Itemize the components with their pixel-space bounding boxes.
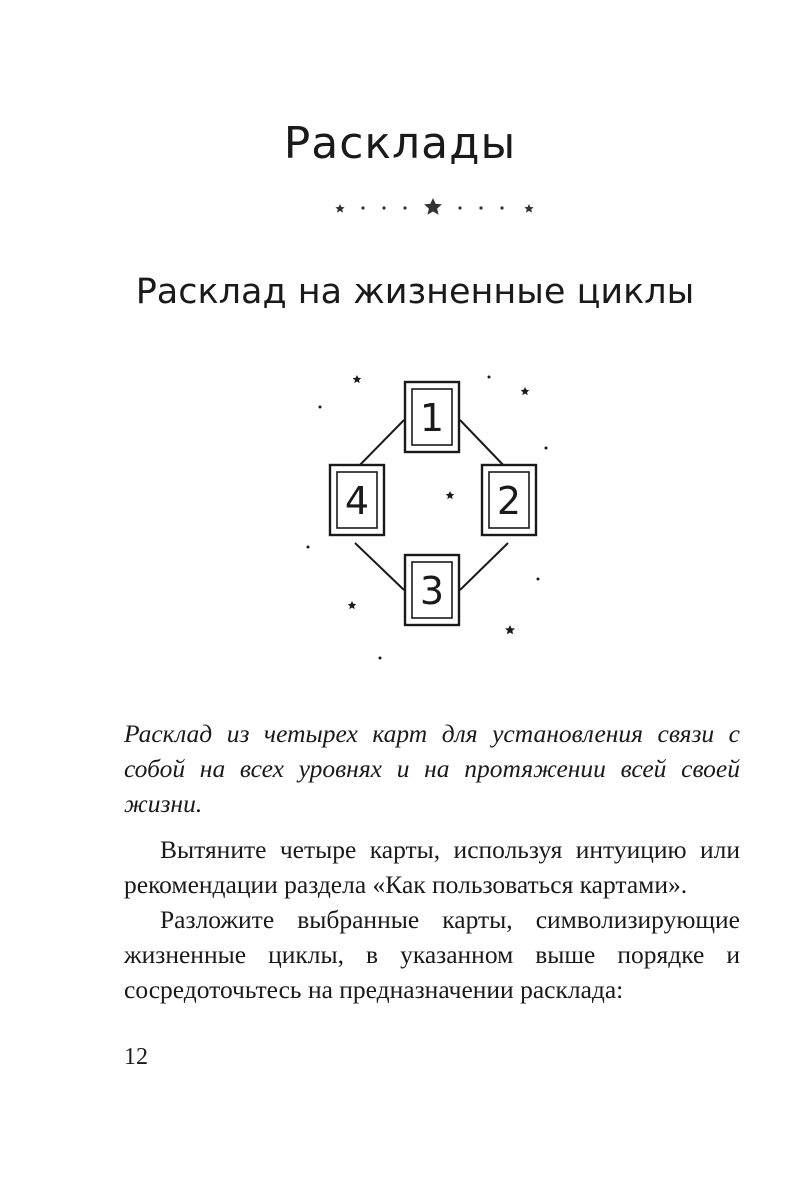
page-number: 12 [124, 1044, 148, 1070]
instructions [124, 832, 740, 1007]
card-number: 3 [419, 569, 445, 613]
connector-line [460, 543, 508, 590]
small-star-icon [335, 204, 344, 213]
card-number: 1 [419, 396, 445, 440]
spread-description: Расклад из четырех карт для установления связи с собой на всех уровнях и на протяжении всей своей жизни. [124, 719, 740, 818]
small-star-icon [353, 375, 362, 383]
dot-icon [379, 657, 382, 660]
dot-icon [537, 578, 540, 581]
dot-icon [319, 406, 322, 409]
dot-icon [307, 546, 310, 549]
small-star-icon [521, 387, 530, 395]
star-ornament-divider [300, 192, 540, 222]
card-2 [482, 465, 536, 535]
connector-line [355, 420, 404, 470]
dot-icon [458, 206, 461, 209]
small-star-icon [505, 625, 515, 634]
dot-icon [479, 206, 482, 209]
card-3 [405, 555, 459, 625]
small-star-icon [524, 204, 533, 213]
connector-line [460, 420, 508, 470]
connector-line [355, 543, 404, 590]
card-1 [405, 382, 459, 452]
dot-icon [403, 206, 406, 209]
dot-icon [382, 206, 385, 209]
card-number: 4 [344, 479, 370, 523]
dot-icon [488, 376, 491, 379]
large-star-icon [424, 198, 442, 215]
card-number: 2 [496, 479, 522, 523]
paragraph: Разложите выбранные карты, символизирующие жизненные циклы, в указанном выше порядке и сосредоточьтесь на предназначении расклада: [124, 905, 740, 1004]
small-star-icon [446, 491, 455, 499]
dot-icon [545, 447, 548, 450]
paragraph: Вытяните четыре карты, используя интуицию или рекомендации раздела «Как пользоваться картами». [124, 835, 740, 899]
section-title: Расклады [283, 118, 517, 169]
dot-icon [500, 206, 503, 209]
dot-icon [361, 206, 364, 209]
spread-title: Расклад на жизненные циклы [135, 272, 695, 312]
small-star-icon [348, 601, 357, 609]
card-4 [330, 465, 384, 535]
spread-diagram [300, 365, 560, 675]
